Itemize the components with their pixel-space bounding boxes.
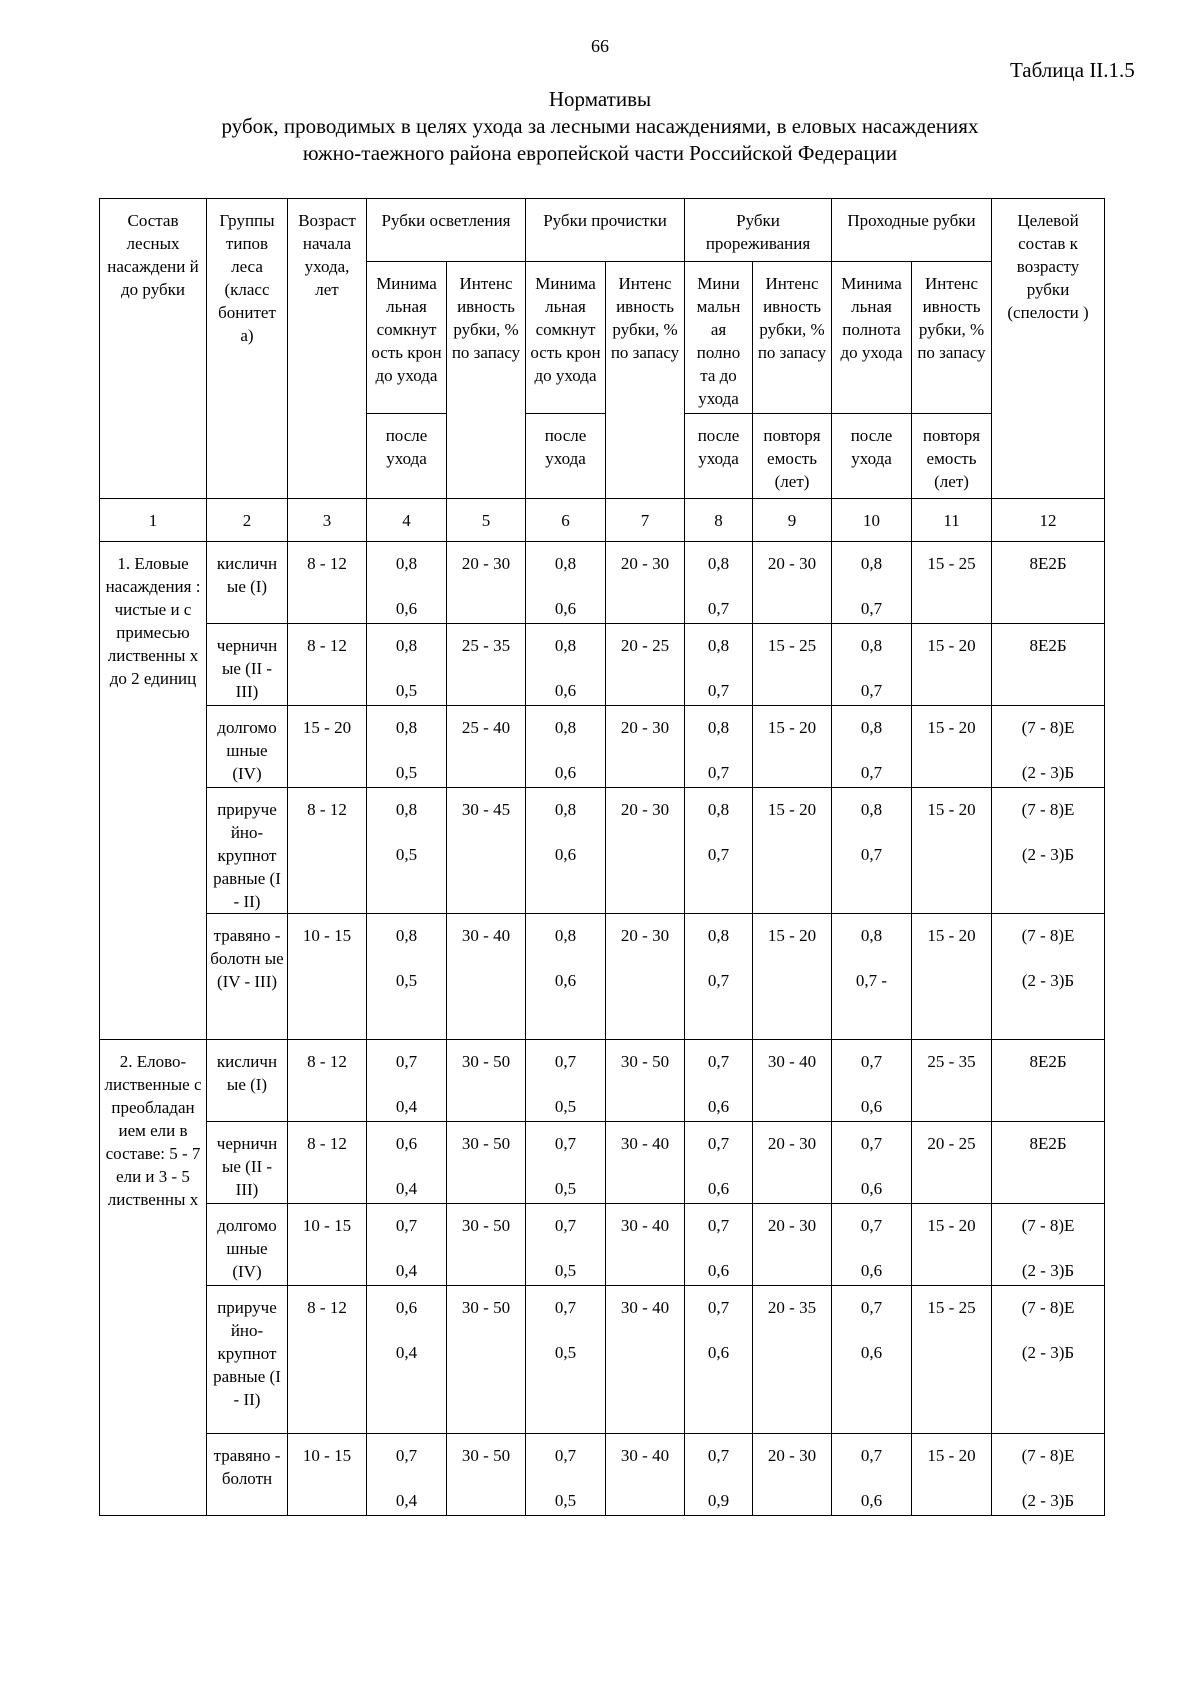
- clearing-closure-cell-after: 0,6: [395, 599, 418, 618]
- clearing-closure-cell: [367, 542, 447, 624]
- thinning-density-cell-after: 0,9: [707, 1491, 730, 1510]
- header-thinning-intensity: Интенс ивность рубки, % по запасу: [753, 262, 832, 414]
- clearing-closure-cell: [367, 1040, 447, 1122]
- target-composition-cell-before: (7 - 8)Е: [1021, 926, 1075, 945]
- passage-density-cell: [832, 1204, 912, 1286]
- passage-intensity-cell: 20 - 25: [912, 1122, 992, 1204]
- passage-density-cell-before: 0,7: [860, 1052, 883, 1071]
- cleaning-intensity-cell: 30 - 40: [606, 1286, 685, 1434]
- header-clearing-min-closure: Минима льная сомкнут ость крон до ухода: [367, 262, 447, 414]
- clearing-closure-cell-after: 0,4: [395, 1097, 418, 1116]
- clearing-closure-cell-before: 0,7: [395, 1216, 418, 1235]
- target-composition-cell: [992, 914, 1105, 1040]
- header-passage: Проходные рубки: [832, 199, 992, 262]
- table-row: [100, 1434, 1105, 1516]
- column-number: 3: [288, 499, 367, 542]
- passage-density-cell-after: 0,7: [860, 845, 883, 864]
- cleaning-closure-cell-after: 0,6: [554, 599, 577, 618]
- forest-type-cell: долгомо шные (IV): [207, 706, 288, 788]
- clearing-closure-cell-after: 0,5: [395, 971, 418, 990]
- thinning-density-cell-before: 0,7: [707, 1446, 730, 1465]
- group-label: 2. Елово- лиственные с преобладан ием ели в составе: 5 - 7 ели и 3 - 5 лиственны х: [100, 1040, 207, 1516]
- clearing-closure-cell-after: 0,4: [395, 1343, 418, 1362]
- cleaning-closure-cell-after: 0,5: [554, 1179, 577, 1198]
- passage-intensity-cell: 15 - 25: [912, 1286, 992, 1434]
- start-age-cell: 10 - 15: [288, 914, 367, 1040]
- passage-density-cell-after: 0,6: [860, 1491, 883, 1510]
- passage-density-cell-before: 0,8: [860, 554, 883, 573]
- target-composition-cell-before: 8Е2Б: [1029, 636, 1067, 655]
- header-composition: Состав лесных насаждени й до рубки: [100, 199, 207, 499]
- passage-density-cell: [832, 624, 912, 706]
- header-clearing-after: после ухода: [367, 414, 447, 499]
- table-row: [100, 1204, 1105, 1286]
- target-composition-cell: [992, 1434, 1105, 1516]
- clearing-intensity-cell: 30 - 50: [447, 1040, 526, 1122]
- target-composition-cell: [992, 788, 1105, 914]
- passage-density-cell-after: 0,7: [860, 763, 883, 782]
- passage-density-cell-before: 0,8: [860, 636, 883, 655]
- thinning-density-cell-after: 0,7: [707, 971, 730, 990]
- thinning-density-cell-before: 0,8: [707, 718, 730, 737]
- clearing-closure-cell-before: 0,8: [395, 636, 418, 655]
- header-start-age: Возраст начала ухода, лет: [288, 199, 367, 499]
- cleaning-closure-cell: [526, 788, 606, 914]
- passage-density-cell-before: 0,7: [860, 1216, 883, 1235]
- passage-density-cell-before: 0,7: [860, 1446, 883, 1465]
- thinning-density-cell-before: 0,7: [707, 1216, 730, 1235]
- header-cleaning-min-closure: Минима льная сомкнут ость крон до ухода: [526, 262, 606, 414]
- group-label: 1. Еловые насаждения : чистые и с примесью лиственны х до 2 единиц: [100, 542, 207, 1040]
- passage-density-cell: [832, 1286, 912, 1434]
- thinning-density-cell-before: 0,8: [707, 926, 730, 945]
- cleaning-intensity-cell: 20 - 30: [606, 706, 685, 788]
- passage-density-cell-after: 0,6: [860, 1261, 883, 1280]
- cleaning-closure-cell-before: 0,8: [554, 926, 577, 945]
- title-line-2: рубок, проводимых в целях ухода за лесными насаждениями, в еловых насаждениях: [221, 114, 979, 138]
- table-row: [100, 706, 1105, 788]
- cleaning-closure-cell-after: 0,6: [554, 763, 577, 782]
- header-clearing-intensity: Интенс ивность рубки, % по запасу: [447, 262, 526, 499]
- title-line-1: Нормативы: [548, 87, 652, 111]
- target-composition-cell-before: 8Е2Б: [1029, 1134, 1067, 1153]
- passage-intensity-cell: 15 - 20: [912, 788, 992, 914]
- header-thinning-min-density: Мини мальн ая полно та до ухода: [685, 262, 753, 414]
- cleaning-closure-cell-before: 0,8: [554, 636, 577, 655]
- passage-density-cell: [832, 1122, 912, 1204]
- passage-intensity-cell: 15 - 20: [912, 914, 992, 1040]
- clearing-closure-cell: [367, 706, 447, 788]
- table-row: [100, 1122, 1105, 1204]
- header-target-composition: Целевой состав к возрасту рубки (спелости ): [992, 199, 1105, 499]
- table-row: [100, 624, 1105, 706]
- column-number-row: [100, 499, 1105, 542]
- cleaning-closure-cell: [526, 1040, 606, 1122]
- table-title: [100, 86, 1100, 167]
- clearing-closure-cell-before: 0,7: [395, 1052, 418, 1071]
- thinning-density-cell-after: 0,7: [707, 845, 730, 864]
- cleaning-closure-cell-before: 0,7: [554, 1298, 577, 1317]
- cleaning-intensity-cell: 30 - 50: [606, 1040, 685, 1122]
- thinning-density-cell-after: 0,6: [707, 1097, 730, 1116]
- passage-density-cell: [832, 788, 912, 914]
- passage-intensity-cell: 15 - 20: [912, 706, 992, 788]
- thinning-intensity-cell: 20 - 30: [753, 1204, 832, 1286]
- cleaning-closure-cell: [526, 542, 606, 624]
- thinning-density-cell: [685, 1204, 753, 1286]
- target-composition-cell: [992, 706, 1105, 788]
- passage-intensity-cell: 15 - 20: [912, 624, 992, 706]
- clearing-closure-cell-before: 0,8: [395, 718, 418, 737]
- target-composition-cell-after: (2 - 3)Б: [1021, 845, 1075, 864]
- clearing-closure-cell-before: 0,8: [395, 926, 418, 945]
- clearing-intensity-cell: 30 - 50: [447, 1286, 526, 1434]
- forest-type-cell: кисличн ые (I): [207, 542, 288, 624]
- passage-density-cell: [832, 706, 912, 788]
- column-number: 10: [832, 499, 912, 542]
- clearing-closure-cell-after: 0,5: [395, 763, 418, 782]
- clearing-intensity-cell: 30 - 50: [447, 1204, 526, 1286]
- clearing-closure-cell-before: 0,7: [395, 1446, 418, 1465]
- header-clearing: Рубки осветления: [367, 199, 526, 262]
- passage-intensity-cell: 15 - 25: [912, 542, 992, 624]
- passage-density-cell-after: 0,7: [860, 681, 883, 700]
- header-cleaning-after: после ухода: [526, 414, 606, 499]
- column-number: 4: [367, 499, 447, 542]
- target-composition-cell: [992, 1040, 1105, 1122]
- target-composition-cell: [992, 624, 1105, 706]
- column-number: 6: [526, 499, 606, 542]
- cleaning-closure-cell-after: 0,5: [554, 1343, 577, 1362]
- passage-density-cell-after: 0,7: [860, 599, 883, 618]
- clearing-closure-cell: [367, 914, 447, 1040]
- passage-intensity-cell: 25 - 35: [912, 1040, 992, 1122]
- thinning-density-cell-before: 0,8: [707, 554, 730, 573]
- target-composition-cell-after: (2 - 3)Б: [1021, 1343, 1075, 1362]
- header-passage-repeat: повторя емость (лет): [912, 414, 992, 499]
- thinning-density-cell: [685, 1286, 753, 1434]
- clearing-closure-cell-before: 0,6: [395, 1298, 418, 1317]
- thinning-density-cell-before: 0,7: [707, 1052, 730, 1071]
- cleaning-closure-cell: [526, 1286, 606, 1434]
- forest-type-cell: кисличн ые (I): [207, 1040, 288, 1122]
- start-age-cell: 15 - 20: [288, 706, 367, 788]
- cleaning-closure-cell-after: 0,5: [554, 1491, 577, 1510]
- passage-density-cell: [832, 542, 912, 624]
- thinning-density-cell: [685, 1122, 753, 1204]
- column-number: 2: [207, 499, 288, 542]
- passage-density-cell-after: 0,7 -: [855, 971, 888, 990]
- title-line-3: южно-таежного района европейской части Российской Федерации: [302, 141, 898, 165]
- thinning-density-cell-after: 0,7: [707, 599, 730, 618]
- table-row: [100, 788, 1105, 914]
- passage-density-cell-after: 0,6: [860, 1097, 883, 1116]
- thinning-intensity-cell: 20 - 30: [753, 542, 832, 624]
- header-passage-min-density: Минима льная полнота до ухода: [832, 262, 912, 414]
- clearing-closure-cell: [367, 788, 447, 914]
- clearing-closure-cell-before: 0,8: [395, 554, 418, 573]
- clearing-intensity-cell: 20 - 30: [447, 542, 526, 624]
- cleaning-closure-cell: [526, 914, 606, 1040]
- thinning-density-cell: [685, 914, 753, 1040]
- column-number: 7: [606, 499, 685, 542]
- passage-density-cell-before: 0,8: [860, 718, 883, 737]
- passage-density-cell-before: 0,8: [860, 800, 883, 819]
- column-number: 5: [447, 499, 526, 542]
- cleaning-closure-cell-after: 0,5: [554, 1261, 577, 1280]
- forest-type-cell: черничн ые (II - III): [207, 1122, 288, 1204]
- forest-type-cell: черничн ые (II - III): [207, 624, 288, 706]
- cleaning-closure-cell-before: 0,8: [554, 800, 577, 819]
- column-number: 12: [992, 499, 1105, 542]
- passage-density-cell-before: 0,7: [860, 1134, 883, 1153]
- table-row: [100, 542, 1105, 624]
- thinning-intensity-cell: 20 - 30: [753, 1122, 832, 1204]
- header-thinning-after: после ухода: [685, 414, 753, 499]
- clearing-closure-cell-before: 0,8: [395, 800, 418, 819]
- page-number: 66: [591, 36, 609, 56]
- clearing-closure-cell-after: 0,4: [395, 1179, 418, 1198]
- target-composition-cell-before: (7 - 8)Е: [1021, 1216, 1075, 1235]
- clearing-intensity-cell: 30 - 45: [447, 788, 526, 914]
- clearing-closure-cell-after: 0,5: [395, 845, 418, 864]
- start-age-cell: 8 - 12: [288, 542, 367, 624]
- thinning-density-cell-before: 0,8: [707, 636, 730, 655]
- thinning-density-cell-before: 0,7: [707, 1298, 730, 1317]
- cleaning-closure-cell-before: 0,7: [554, 1216, 577, 1235]
- start-age-cell: 8 - 12: [288, 788, 367, 914]
- cleaning-closure-cell-before: 0,8: [554, 554, 577, 573]
- target-composition-cell-before: 8Е2Б: [1029, 554, 1067, 573]
- cleaning-closure-cell: [526, 624, 606, 706]
- forest-type-cell: прируче йно- крупнот равные (I - II): [207, 1286, 288, 1434]
- thinning-density-cell-after: 0,6: [707, 1179, 730, 1198]
- clearing-closure-cell-after: 0,4: [395, 1261, 418, 1280]
- start-age-cell: 8 - 12: [288, 624, 367, 706]
- thinning-density-cell-after: 0,7: [707, 763, 730, 782]
- column-number: 8: [685, 499, 753, 542]
- target-composition-cell-before: (7 - 8)Е: [1021, 800, 1075, 819]
- passage-density-cell-after: 0,6: [860, 1343, 883, 1362]
- clearing-closure-cell: [367, 1286, 447, 1434]
- passage-density-cell-before: 0,7: [860, 1298, 883, 1317]
- clearing-closure-cell: [367, 1434, 447, 1516]
- thinning-density-cell-after: 0,7: [707, 681, 730, 700]
- thinning-density-cell: [685, 788, 753, 914]
- header-forest-types: Группы типов леса (класс бонитет а): [207, 199, 288, 499]
- table-row: [100, 1040, 1105, 1122]
- clearing-intensity-cell: 30 - 50: [447, 1122, 526, 1204]
- clearing-intensity-cell: 25 - 40: [447, 706, 526, 788]
- thinning-density-cell: [685, 1434, 753, 1516]
- clearing-closure-cell-after: 0,4: [395, 1491, 418, 1510]
- forest-type-cell: прируче йно- крупнот равные (I - II): [207, 788, 288, 914]
- cleaning-closure-cell: [526, 706, 606, 788]
- cleaning-closure-cell-after: 0,6: [554, 681, 577, 700]
- cleaning-closure-cell-before: 0,7: [554, 1446, 577, 1465]
- passage-density-cell: [832, 914, 912, 1040]
- cleaning-closure-cell-before: 0,8: [554, 718, 577, 737]
- cleaning-intensity-cell: 20 - 30: [606, 788, 685, 914]
- header-thinning-repeat: повторя емость (лет): [753, 414, 832, 499]
- thinning-intensity-cell: 15 - 25: [753, 624, 832, 706]
- clearing-closure-cell: [367, 1122, 447, 1204]
- table-body: [100, 542, 1105, 1516]
- start-age-cell: 8 - 12: [288, 1286, 367, 1434]
- header-passage-after: после ухода: [832, 414, 912, 499]
- clearing-intensity-cell: 25 - 35: [447, 624, 526, 706]
- cleaning-closure-cell-before: 0,7: [554, 1052, 577, 1071]
- forest-type-cell: долгомо шные (IV): [207, 1204, 288, 1286]
- thinning-density-cell: [685, 542, 753, 624]
- thinning-density-cell-after: 0,6: [707, 1261, 730, 1280]
- target-composition-cell: [992, 1122, 1105, 1204]
- column-number: 1: [100, 499, 207, 542]
- cleaning-closure-cell-after: 0,6: [554, 971, 577, 990]
- header-cleaning-intensity: Интенс ивность рубки, % по запасу: [606, 262, 685, 499]
- cleaning-closure-cell: [526, 1122, 606, 1204]
- thinning-intensity-cell: 15 - 20: [753, 788, 832, 914]
- target-composition-cell-after: (2 - 3)Б: [1021, 763, 1075, 782]
- header-thinning: Рубки прореживания: [685, 199, 832, 262]
- target-composition-cell-after: (2 - 3)Б: [1021, 971, 1075, 990]
- thinning-intensity-cell: 20 - 30: [753, 1434, 832, 1516]
- table-label: Таблица II.1.5: [1010, 58, 1135, 82]
- forest-type-cell: травяно - болотн ые (IV - III): [207, 914, 288, 1040]
- cleaning-intensity-cell: 20 - 25: [606, 624, 685, 706]
- start-age-cell: 8 - 12: [288, 1122, 367, 1204]
- thinning-intensity-cell: 20 - 35: [753, 1286, 832, 1434]
- cleaning-intensity-cell: 20 - 30: [606, 542, 685, 624]
- start-age-cell: 8 - 12: [288, 1040, 367, 1122]
- table-row: [100, 1286, 1105, 1434]
- norms-table: [99, 198, 1105, 1516]
- target-composition-cell-before: (7 - 8)Е: [1021, 1446, 1075, 1465]
- cleaning-closure-cell: [526, 1204, 606, 1286]
- column-number: 11: [912, 499, 992, 542]
- target-composition-cell: [992, 1204, 1105, 1286]
- target-composition-cell-before: (7 - 8)Е: [1021, 1298, 1075, 1317]
- thinning-density-cell-before: 0,8: [707, 800, 730, 819]
- clearing-closure-cell-after: 0,5: [395, 681, 418, 700]
- target-composition-cell: [992, 542, 1105, 624]
- cleaning-intensity-cell: 20 - 30: [606, 914, 685, 1040]
- clearing-intensity-cell: 30 - 40: [447, 914, 526, 1040]
- thinning-intensity-cell: 15 - 20: [753, 706, 832, 788]
- target-composition-cell-before: (7 - 8)Е: [1021, 718, 1075, 737]
- header-passage-intensity: Интенс ивность рубки, % по запасу: [912, 262, 992, 414]
- passage-intensity-cell: 15 - 20: [912, 1434, 992, 1516]
- thinning-density-cell: [685, 706, 753, 788]
- thinning-density-cell-after: 0,6: [707, 1343, 730, 1362]
- target-composition-cell-before: 8Е2Б: [1029, 1052, 1067, 1071]
- thinning-intensity-cell: 15 - 20: [753, 914, 832, 1040]
- passage-density-cell: [832, 1434, 912, 1516]
- clearing-closure-cell: [367, 1204, 447, 1286]
- start-age-cell: 10 - 15: [288, 1434, 367, 1516]
- thinning-intensity-cell: 30 - 40: [753, 1040, 832, 1122]
- clearing-intensity-cell: 30 - 50: [447, 1434, 526, 1516]
- start-age-cell: 10 - 15: [288, 1204, 367, 1286]
- header-cleaning: Рубки прочистки: [526, 199, 685, 262]
- cleaning-intensity-cell: 30 - 40: [606, 1434, 685, 1516]
- thinning-density-cell: [685, 624, 753, 706]
- cleaning-closure-cell-before: 0,7: [554, 1134, 577, 1153]
- passage-density-cell-before: 0,8: [860, 926, 883, 945]
- cleaning-intensity-cell: 30 - 40: [606, 1122, 685, 1204]
- passage-density-cell: [832, 1040, 912, 1122]
- passage-density-cell-after: 0,6: [860, 1179, 883, 1198]
- cleaning-closure-cell-after: 0,5: [554, 1097, 577, 1116]
- clearing-closure-cell-before: 0,6: [395, 1134, 418, 1153]
- forest-type-cell: травяно - болотн: [207, 1434, 288, 1516]
- clearing-closure-cell: [367, 624, 447, 706]
- table-row: [100, 914, 1105, 1040]
- cleaning-closure-cell: [526, 1434, 606, 1516]
- column-number: 9: [753, 499, 832, 542]
- target-composition-cell-after: (2 - 3)Б: [1021, 1261, 1075, 1280]
- thinning-density-cell: [685, 1040, 753, 1122]
- target-composition-cell-after: (2 - 3)Б: [1021, 1491, 1075, 1510]
- cleaning-closure-cell-after: 0,6: [554, 845, 577, 864]
- passage-intensity-cell: 15 - 20: [912, 1204, 992, 1286]
- target-composition-cell: [992, 1286, 1105, 1434]
- cleaning-intensity-cell: 30 - 40: [606, 1204, 685, 1286]
- thinning-density-cell-before: 0,7: [707, 1134, 730, 1153]
